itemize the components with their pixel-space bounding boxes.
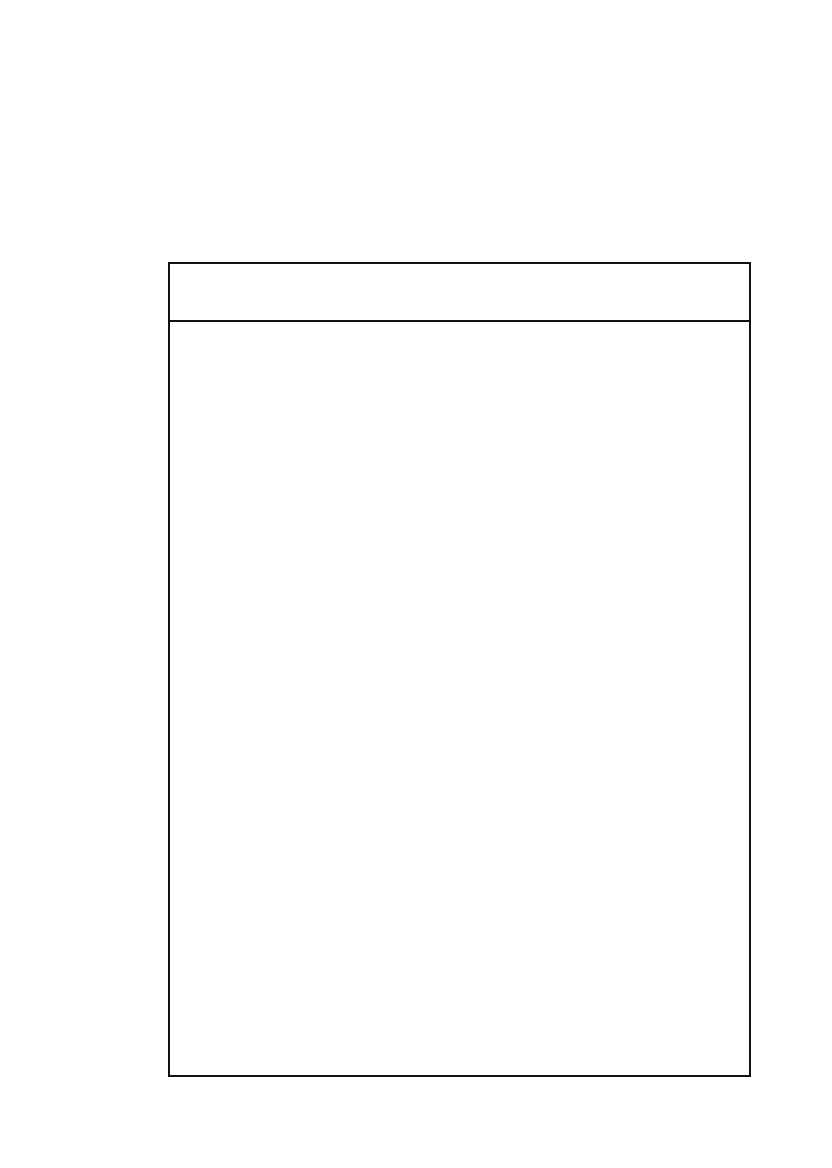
permit-form <box>168 262 751 1077</box>
header-rule <box>168 320 751 322</box>
